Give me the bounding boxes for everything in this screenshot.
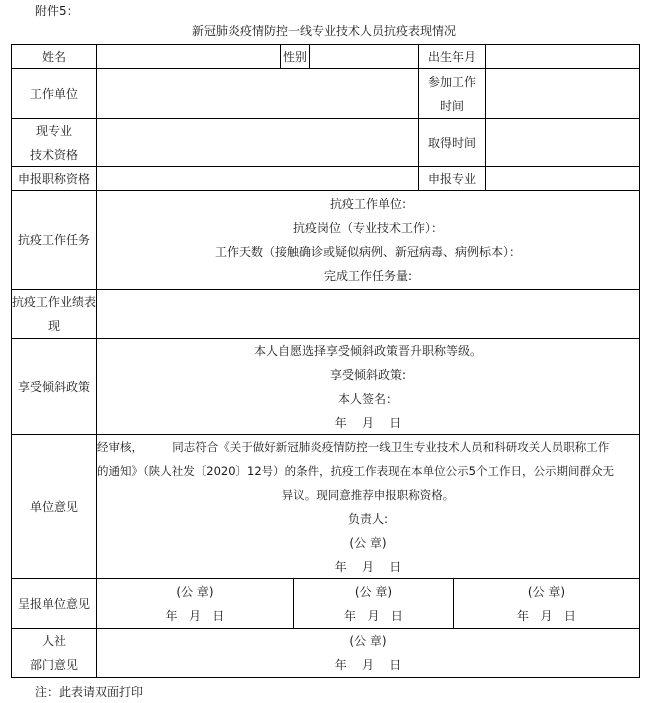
attachment-label: 附件5： <box>35 4 79 18</box>
label-line: 时间 <box>439 98 464 113</box>
label-submit-opinion: 呈报单位意见 <box>17 596 90 611</box>
field-current-qualification[interactable] <box>97 119 418 166</box>
label-name: 姓名 <box>41 49 66 64</box>
form-title: 新冠肺炎疫情防控一线专业技术人员抗疫表现情况 <box>191 24 456 38</box>
field-epidemic-task[interactable] <box>97 191 639 289</box>
table-border-bottom <box>11 677 639 678</box>
field-hr-opinion[interactable] <box>97 629 639 677</box>
unit-date: 年 月 日 <box>334 560 402 574</box>
submit-opinion-cell-2[interactable] <box>294 579 453 628</box>
label-join-work-time <box>419 69 485 118</box>
submit-date: 年 月 日 <box>165 608 225 623</box>
label-line: 抗疫工作业绩表 <box>12 295 97 309</box>
submit-seal: (公 章) <box>527 584 566 599</box>
submit-date: 年 月 日 <box>344 608 403 623</box>
label-work-unit: 工作单位 <box>29 86 78 101</box>
hr-seal: (公 章) <box>349 634 387 648</box>
label-line: 参加工作 <box>427 74 476 89</box>
hr-date: 年 月 日 <box>334 658 402 672</box>
task-post-line: 抗疫岗位（专业技术工作）： <box>292 221 443 235</box>
unit-opinion-line: 经审核， 同志符合《关于做好新冠肺炎疫情防控一线卫生专业技术人员和科研攻关人员职称工作 <box>97 440 610 454</box>
field-performance[interactable] <box>97 290 639 338</box>
field-apply-major[interactable] <box>486 167 639 190</box>
field-work-unit[interactable] <box>97 69 418 118</box>
task-days-line: 工作天数（接触确诊或疑似病例、新冠病毒、病例标本）： <box>214 245 521 259</box>
field-obtain-time[interactable] <box>486 119 639 166</box>
submit-opinion-cell-1[interactable] <box>97 579 293 628</box>
label-policy: 享受倾斜政策 <box>17 379 90 394</box>
label-line: 人社 <box>41 634 66 648</box>
field-birth[interactable] <box>486 45 639 68</box>
label-gender: 性别 <box>282 49 307 64</box>
policy-signature: 本人签名： <box>337 391 398 406</box>
label-line: 部门意见 <box>29 658 78 672</box>
unit-opinion-line: 异议。现同意推荐申报职称资格。 <box>281 488 455 502</box>
label-hr-opinion <box>12 629 96 677</box>
unit-seal: (公 章) <box>349 536 387 550</box>
unit-responsible: 负责人: <box>347 512 389 526</box>
label-performance <box>12 290 96 338</box>
submit-seal: (公 章) <box>176 584 214 599</box>
label-line: 技术资格 <box>29 147 78 162</box>
policy-choice: 享受倾斜政策: <box>329 367 407 382</box>
field-unit-opinion[interactable] <box>97 435 639 578</box>
label-birth: 出生年月 <box>427 49 476 64</box>
unit-opinion-line: 的通知》（陕人社发〔2020〕12号）的条件，抗疫工作表现在本单位公示5个工作日，公示期间群众无 <box>97 464 614 478</box>
submit-date: 年 月 日 <box>517 608 576 623</box>
submit-opinion-cell-3[interactable] <box>454 579 639 628</box>
field-policy[interactable] <box>97 339 639 434</box>
field-gender[interactable] <box>310 45 418 68</box>
label-line: 现 <box>47 319 60 333</box>
label-current-qualification <box>12 119 96 166</box>
label-apply-title: 申报职称资格 <box>17 171 90 186</box>
task-workload-line: 完成工作任务量: <box>323 269 413 283</box>
label-epidemic-task: 抗疫工作任务 <box>17 233 90 247</box>
policy-statement: 本人自愿选择享受倾斜政策晋升职称等级。 <box>253 343 482 358</box>
label-line: 现专业 <box>35 123 72 138</box>
task-unit-line: 抗疫工作单位: <box>329 197 407 211</box>
table-border-right <box>639 44 640 678</box>
field-join-work-time[interactable] <box>486 69 639 118</box>
policy-date: 年 月 日 <box>334 415 402 430</box>
label-obtain-time: 取得时间 <box>427 135 476 150</box>
footer-note: 注：此表请双面打印 <box>35 685 144 699</box>
submit-seal: (公 章) <box>354 584 393 599</box>
field-apply-title[interactable] <box>97 167 418 190</box>
label-apply-major: 申报专业 <box>427 171 476 186</box>
label-unit-opinion: 单位意见 <box>29 499 78 514</box>
field-name[interactable] <box>97 45 280 68</box>
